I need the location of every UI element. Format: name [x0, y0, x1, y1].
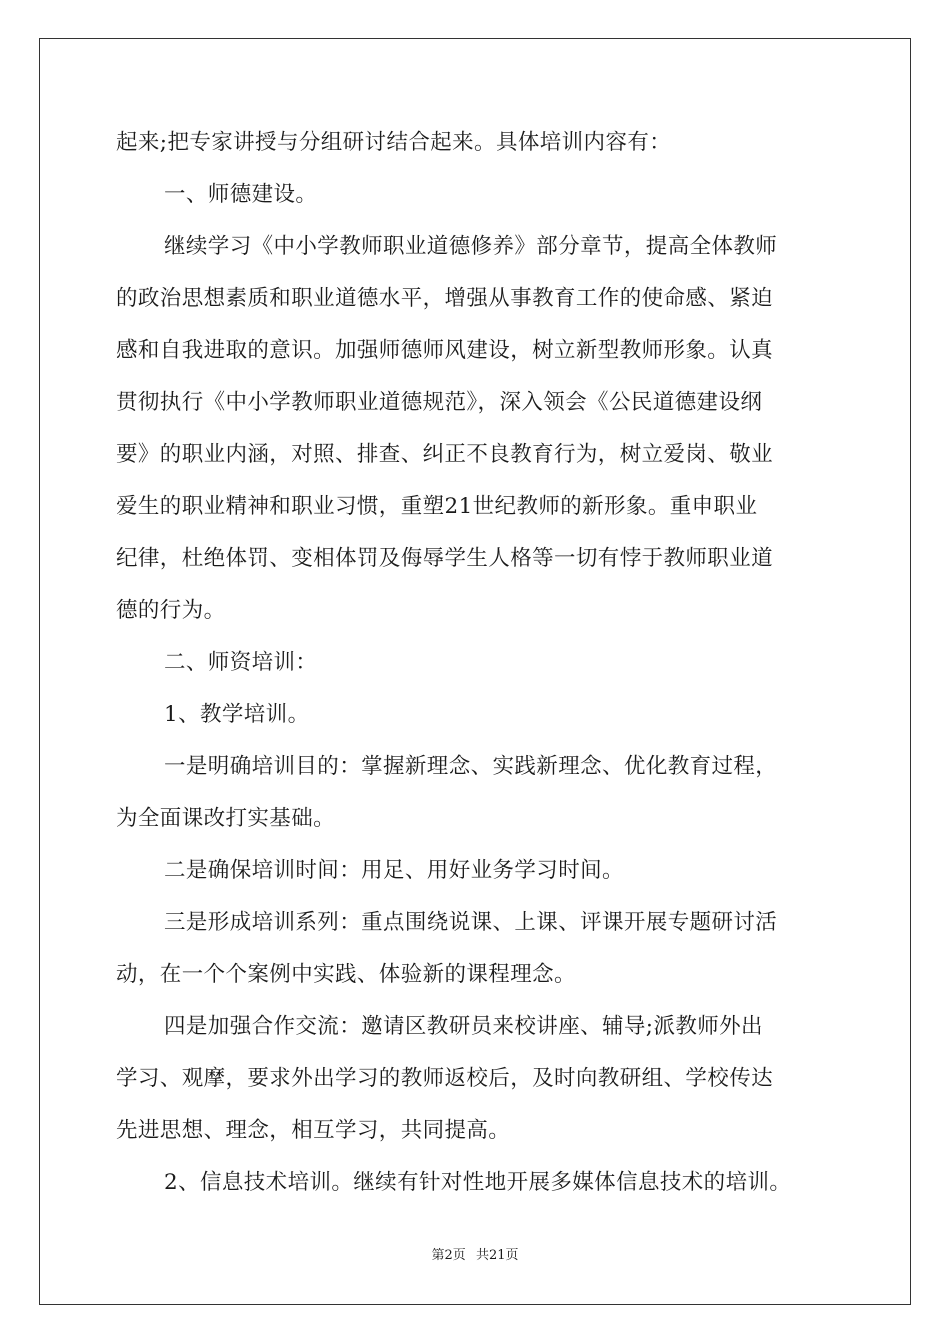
text-line: 纪律，杜绝体罚、变相体罚及侮辱学生人格等一切有悖于教师职业道: [116, 546, 774, 571]
section-heading: 二、师资培训：: [164, 650, 318, 675]
text-line: 二是确保培训时间：用足、用好业务学习时间。: [164, 858, 624, 883]
text-line: 动，在一个个案例中实践、体验新的课程理念。: [116, 962, 576, 987]
page-total: 共21页: [475, 1248, 519, 1263]
subsection-heading: 2、信息技术培训。继续有针对性地开展多媒体信息技术的培训。: [164, 1170, 792, 1195]
subsection-heading: 1、教学培训。: [164, 702, 310, 727]
text-line: 继续学习《中小学教师职业道德修养》部分章节，提高全体教师: [164, 234, 778, 259]
text-line: 爱生的职业精神和职业习惯，重塑21世纪教师的新形象。重申职业: [116, 494, 758, 519]
page-footer: [0, 1247, 950, 1265]
page-number: 第2页: [431, 1248, 466, 1263]
text-line: 学习、观摩，要求外出学习的教师返校后，及时向教研组、学校传达: [116, 1066, 774, 1091]
text-line: 德的行为。: [116, 598, 226, 623]
text-line: 为全面课改打实基础。: [116, 806, 336, 831]
text-line: 贯彻执行《中小学教师职业道德规范》，深入领会《公民道德建设纲: [116, 390, 763, 415]
text-line: 的政治思想素质和职业道德水平，增强从事教育工作的使命感、紧迫: [116, 286, 774, 311]
text-line: 三是形成培训系列：重点围绕说课、上课、评课开展专题研讨活: [164, 910, 778, 935]
text-line: 起来;把专家讲授与分组研讨结合起来。具体培训内容有：: [116, 130, 672, 155]
text-line: 感和自我进取的意识。加强师德师风建设，树立新型教师形象。认真: [116, 338, 774, 363]
text-line: 四是加强合作交流：邀请区教研员来校讲座、辅导;派教师外出: [164, 1014, 763, 1039]
text-line: 要》的职业内涵，对照、排查、纠正不良教育行为，树立爱岗、敬业: [116, 442, 774, 467]
section-heading: 一、师德建设。: [164, 182, 318, 207]
text-line: 一是明确培训目的：掌握新理念、实践新理念、优化教育过程，: [164, 754, 778, 779]
text-line: 先进思想、理念，相互学习，共同提高。: [116, 1118, 511, 1143]
